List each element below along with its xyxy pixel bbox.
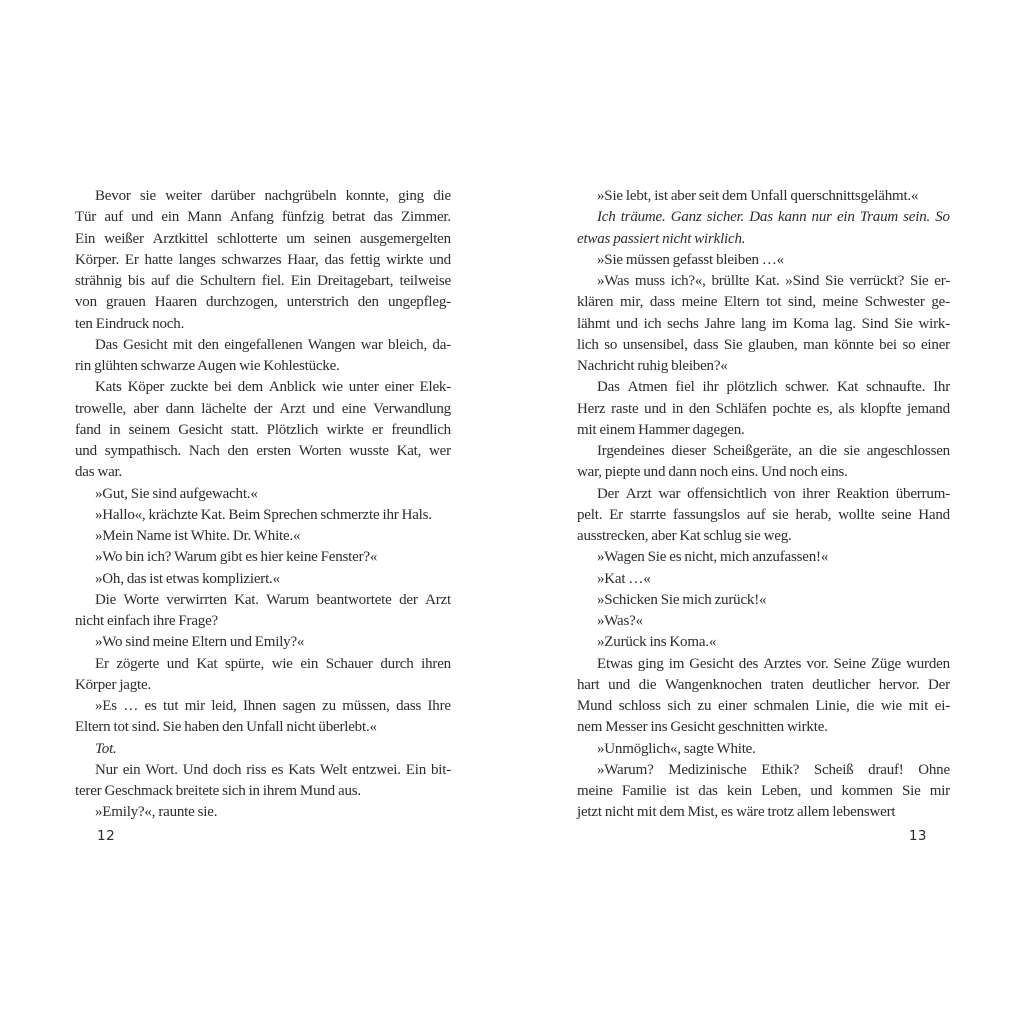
text-line: terer Geschmack breitete sich in ihrem Mund aus. [75, 783, 361, 799]
text-line: hart und die Wangenknochen traten deutlicher hervor. Der [577, 676, 950, 693]
text-line: Bevor sie weiter darüber nachgrübeln konnte, ging die [95, 188, 451, 204]
paragraph [577, 377, 950, 441]
book-page-left [75, 186, 451, 886]
text-line: von grauen Haaren durchzogen, unterstrich den ungepfleg- [75, 294, 451, 311]
page-number-right: 13 [908, 828, 927, 844]
paragraph [577, 760, 950, 824]
text-line: Tot. [95, 740, 117, 757]
paragraph [75, 739, 451, 760]
text-line: ausstrecken, aber Kat schlug sie weg. [577, 528, 792, 544]
text-line: Körper. Er hatte langes schwarzes Haar, das fettig wirkte und [75, 251, 451, 268]
text-line: Das Gesicht mit den eingefallenen Wangen war bleich, da- [95, 336, 451, 353]
text-line: »Schicken Sie mich zurück!« [597, 591, 767, 608]
text-line: Er zögerte und Kat spürte, wie ein Schauer durch ihren [95, 655, 451, 672]
paragraph [577, 207, 950, 250]
paragraph [577, 271, 950, 377]
paragraph [577, 569, 950, 590]
paragraph [577, 739, 950, 760]
text-line: »Kat …« [597, 570, 651, 587]
text-line: Nachricht ruhig bleiben?« [577, 358, 728, 374]
text-line: war, piepte und dann noch eins. Und noch eins. [577, 464, 848, 481]
text-line: Die Worte verwirrten Kat. Warum beantwortete der Arzt [95, 591, 451, 608]
text-line: lich so unsensibel, dass Sie glauben, man könnte bei so einer [577, 336, 950, 353]
text-line: »Wo bin ich? Warum gibt es hier keine Fenster?« [95, 549, 378, 566]
text-line: Kats Köper zuckte bei dem Anblick wie unter einer Elek- [95, 379, 451, 396]
text-line: das war. [75, 464, 123, 481]
text-line: und sympathisch. Nach den ersten Worten wusste Kat, wer [75, 443, 451, 459]
text-line: rin glühten schwarze Augen wie Kohlestücke. [75, 358, 340, 374]
text-line: pelt. Er starrte fassungslos auf sie herab, wollte seine Hand [577, 506, 950, 523]
text-line: Körper jagte. [75, 676, 152, 693]
text-line: »Sie lebt, ist aber seit dem Unfall querschnittsgelähmt.« [597, 188, 919, 204]
text-line: fand in seinem Gesicht statt. Plötzlich wirkte er freundlich [75, 421, 451, 438]
paragraph [577, 654, 950, 739]
paragraph [75, 484, 451, 505]
text-line: Eltern tot sind. Sie haben den Unfall nicht überlebt.« [75, 719, 377, 736]
paragraph [577, 611, 950, 632]
paragraph [75, 377, 451, 483]
page-number-left: 12 [97, 828, 116, 844]
text-line: meine Familie ist das kein Leben, und kommen Sie mir [577, 783, 950, 799]
text-line: klären mir, dass meine Eltern tot sind, meine Schwester ge- [577, 294, 950, 311]
text-line: »Was muss ich?«, brüllte Kat. »Sind Sie verrückt? Sie er- [597, 273, 950, 289]
text-line: nem Messer ins Gesicht geschnitten wirkte. [577, 719, 828, 736]
text-line: Mund schloss sich zu einer schmalen Linie, die wie mit ei- [577, 698, 950, 714]
paragraph [577, 590, 950, 611]
paragraph [75, 569, 451, 590]
text-line: nicht einfach ihre Frage? [75, 613, 219, 629]
paragraph [75, 590, 451, 633]
text-line: lähmt und ich sechs Jahre lang im Koma lag. Sind Sie wirk- [577, 315, 950, 332]
text-line: »Zurück ins Koma.« [597, 634, 717, 651]
text-line: Nur ein Wort. Und doch riss es Kats Welt entzwei. Ein bit- [95, 761, 451, 778]
paragraph [75, 505, 451, 526]
text-line: trowelle, aber dann lächelte der Arzt und eine Verwandlung [75, 400, 451, 417]
paragraph [75, 760, 451, 803]
text-block-right [577, 186, 950, 824]
paragraph [75, 654, 451, 697]
text-line: »Mein Name ist White. Dr. White.« [95, 528, 301, 544]
text-line: »Emily?«, raunte sie. [95, 804, 218, 821]
text-block-left [75, 186, 451, 824]
text-line: »Wo sind meine Eltern und Emily?« [95, 634, 305, 651]
paragraph [577, 484, 950, 548]
text-line: »Sie müssen gefasst bleiben …« [597, 251, 784, 268]
text-line: »Was?« [597, 613, 643, 629]
paragraph [75, 526, 451, 547]
paragraph [577, 632, 950, 653]
text-line: »Oh, das ist etwas kompliziert.« [95, 570, 280, 587]
text-line: Der Arzt war offensichtlich von ihrer Reaktion überrum- [597, 485, 950, 502]
text-line: etwas passiert nicht wirklich. [577, 230, 746, 247]
text-line: Ein weißer Arztkittel schlotterte um seinen ausgemergelten [75, 230, 451, 247]
paragraph [75, 335, 451, 378]
text-line: Das Atmen fiel ihr plötzlich schwer. Kat schnaufte. Ihr [597, 379, 950, 396]
text-line: Tür auf und ein Mann Anfang fünfzig betrat das Zimmer. [75, 209, 451, 226]
paragraph [75, 186, 451, 335]
paragraph [75, 632, 451, 653]
paragraph [75, 547, 451, 568]
text-line: Etwas ging im Gesicht des Arztes vor. Seine Züge wurden [597, 655, 950, 672]
paragraph [75, 696, 451, 739]
text-line: Herz raste und in den Schläfen pochte es, als klopfte jemand [577, 400, 950, 417]
text-line: mit einem Hammer dagegen. [577, 421, 745, 438]
text-line: jetzt nicht mit dem Mist, es wäre trotz allem lebenswert [577, 804, 896, 821]
text-line: Irgendeines dieser Scheißgeräte, an die sie angeschlossen [597, 443, 950, 459]
paragraph [577, 186, 950, 207]
book-page-right [577, 186, 950, 886]
paragraph [577, 441, 950, 484]
text-line: »Wagen Sie es nicht, mich anzufassen!« [597, 549, 829, 566]
text-line: ten Eindruck noch. [75, 315, 185, 332]
text-line: strähnig bis auf die Schultern fiel. Ein Dreitagebart, teilweise [75, 273, 451, 289]
paragraph [577, 547, 950, 568]
text-line: Ich träume. Ganz sicher. Das kann nur ein Traum sein. So [597, 209, 950, 226]
text-line: »Unmöglich«, sagte White. [597, 740, 756, 757]
text-line: »Es … es tut mir leid, Ihnen sagen zu müssen, dass Ihre [95, 698, 451, 714]
text-line: »Hallo«, krächzte Kat. Beim Sprechen schmerzte ihr Hals. [95, 506, 432, 523]
text-line: »Gut, Sie sind aufgewacht.« [95, 485, 258, 502]
paragraph [75, 802, 451, 823]
paragraph [577, 250, 950, 271]
text-line: »Warum? Medizinische Ethik? Scheiß drauf! Ohne [597, 761, 950, 778]
